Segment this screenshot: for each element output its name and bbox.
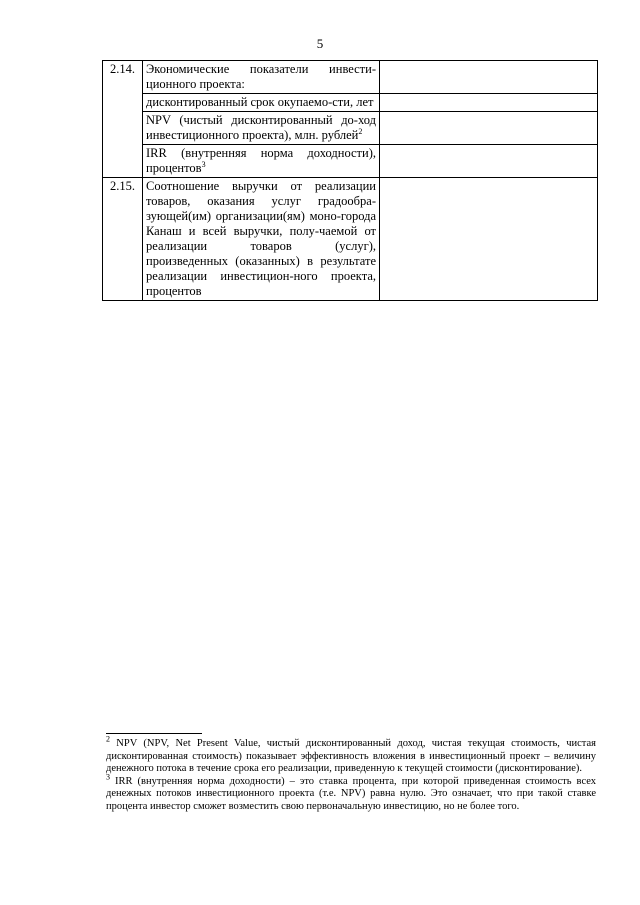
value-cell[interactable] xyxy=(380,145,598,178)
table-row xyxy=(103,145,598,178)
footnote-mark: 3 xyxy=(106,772,110,781)
table-row xyxy=(103,178,598,301)
footnote-mark: 2 xyxy=(106,734,110,744)
footnote-divider xyxy=(106,733,202,734)
row-label: дисконтированный срок окупаемо-сти, лет xyxy=(143,94,380,112)
row-number: 2.15. xyxy=(103,178,143,301)
page-number: 5 xyxy=(316,36,324,51)
footnote-ref: 3 xyxy=(201,159,206,169)
indicators-table xyxy=(102,60,598,301)
footnotes xyxy=(106,734,597,813)
row-number: 2.14. xyxy=(103,61,143,178)
value-cell[interactable] xyxy=(380,112,598,145)
row-label: IRR (внутренняя норма доходности), процентов$^3$ xyxy=(143,145,380,178)
footnote-ref: 2 xyxy=(358,126,363,136)
footnote: $^3$ IRR (внутренняя норма доходности) – это ставка процента, при которой приведенная стоимость всех денежных потоков инвестиционного проекта (т.е. NPV) равна нулю. Это означает, что при такой ставке процента инвестор сможет возместить свою первоначальную инвестицию, но не более того. xyxy=(106,772,597,812)
table-row xyxy=(103,94,598,112)
row-label: NPV (чистый дисконтированный до-ход инвестиционного проекта), млн. рублей$^2$ xyxy=(143,112,380,145)
footnote: $^2$ NPV (NPV, Net Present Value, чистый дисконтированный доход, чистая текущая стоимость, чистая дисконтированная стоимость) показывает эффективность вложения в инвестиционный проект – величину денежного потока в течение срока его реализации, приведенную к текущей стоимости (дисконтирование). xyxy=(106,734,596,774)
row-label: Соотношение выручки от реализации товаров, оказания услуг градообра-зующей(им) организации(ям) моно-города Канаш и всей выручки, полу-чаемой от реализации товаров (услуг), произведенных (оказанных) в результате реализации инвестицион-ного проекта, процентов xyxy=(143,178,380,301)
value-cell[interactable] xyxy=(380,94,598,112)
value-cell[interactable] xyxy=(380,178,598,301)
row-label: Экономические показатели инвести-ционного проекта: xyxy=(143,61,380,94)
value-cell[interactable] xyxy=(380,61,598,94)
table-row xyxy=(103,112,598,145)
table-row xyxy=(103,61,598,94)
